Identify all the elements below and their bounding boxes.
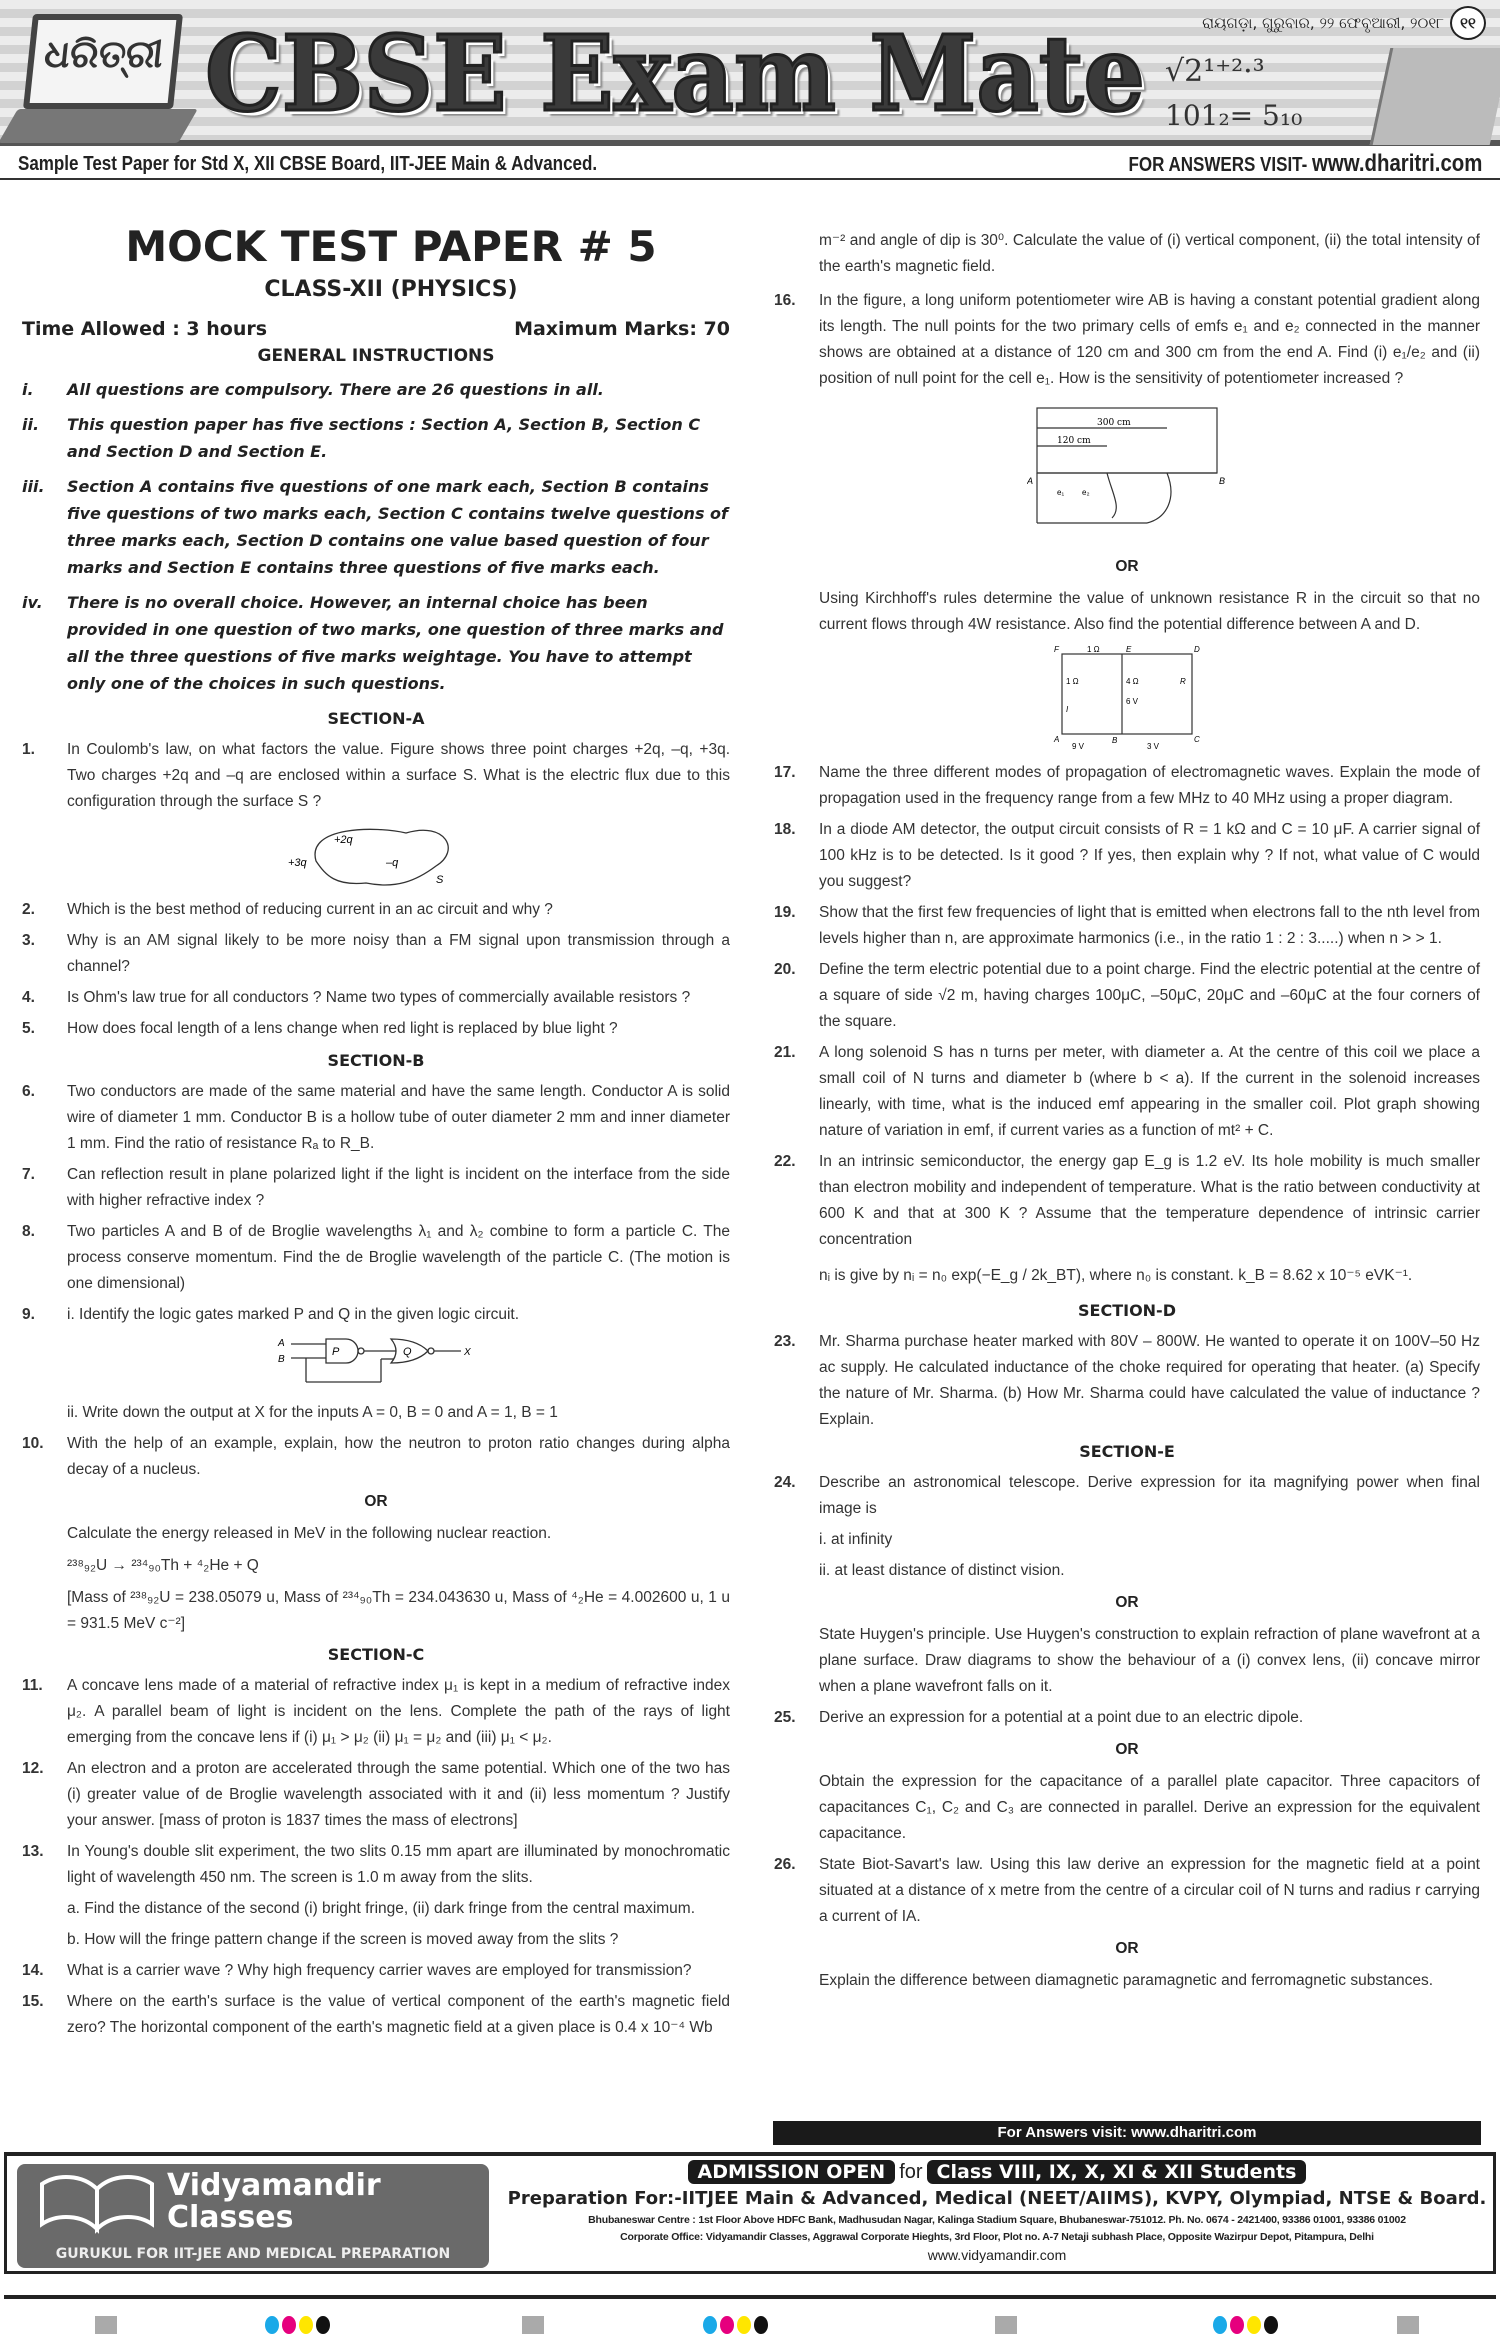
question: 11. A concave lens made of a material of refractive index μ₁ is kept in a medium of refractive index μ₂. A parallel beam of light is incident on the lens. Complete the path of the rays of light emerging from the concave lens if (i) μ₁ > μ₂ (ii) μ₁ = μ₂ and (iii) μ₁ < μ₂. [22, 1677, 730, 1746]
section-c-heading: SECTION-C [327, 1645, 425, 1664]
or-label: OR [1115, 1594, 1139, 1611]
classes-badge: Class VIII, IX, X, XI & XII Students [927, 2160, 1307, 2184]
question: 25. Derive an expression for a potential at a point due to an electric dipole. [774, 1709, 1304, 1726]
resistor-label: 4 Ω [1126, 677, 1139, 686]
section-a-heading: SECTION-A [327, 709, 425, 728]
vidyamandir-website[interactable]: www.vidyamandir.com [927, 2247, 1067, 2263]
math-decoration: √2¹⁺²·³ [1165, 54, 1265, 89]
question: 26. State Biot-Savart's law. Using this law derive an expression for the magnetic field at a point situated at a distance of x metre from the centre of a circular coil of N turns and radius r carrying a current of IA. [774, 1856, 1480, 1925]
voltage-label: 9 V [1072, 742, 1085, 751]
masthead-title: CBSE Exam Mate [205, 12, 1145, 135]
surface-label: S [436, 874, 444, 886]
length-label: 120 cm [1057, 436, 1091, 446]
node-label: B [1112, 736, 1118, 745]
question-part: a. Find the distance of the second (i) bright fringe, (ii) dark fringe from the central maximum. [67, 1900, 696, 1917]
question-part: ii. Write down the output at X for the inputs A = 0, B = 0 and A = 1, B = 1 [67, 1404, 558, 1421]
question-part: i. at infinity [819, 1531, 893, 1548]
admission-open-badge: ADMISSION OPEN [688, 2160, 896, 2184]
left-column [22, 222, 730, 2046]
question: 12. An electron and a proton are accelerated through the same potential. Which one of the two has (i) greater value of de Broglie wavelength associated with it and (ii) less momentum ? Justify your answer. [mass of proton is 1837 times the mass of electrons] [22, 1760, 730, 1829]
or-label: OR [1115, 558, 1139, 575]
question-alt: Using Kirchhoff's rules determine the value of unknown resistance R in the circuit so that no current flows through 4W resistance. Also find the potential difference between A and D. [819, 590, 1480, 633]
question-alt: Calculate the energy released in MeV in the following nuclear reaction. [67, 1525, 552, 1542]
question-continuation: m⁻² and angle of dip is 30⁰. Calculate the value of (i) vertical component, (ii) the total intensity of the earth's magnetic field. [819, 232, 1480, 275]
registration-square [1397, 2316, 1419, 2334]
charges-figure [22, 821, 730, 891]
question: 7. Can reflection result in plane polarized light if the light is incident on the interface from the side with higher refractive index ? [22, 1166, 730, 1209]
resistor-label: 1 Ω [1087, 645, 1100, 654]
bottom-rule [4, 2295, 1496, 2299]
question: 14. What is a carrier wave ? Why high frequency carrier waves are employed for transmission? [22, 1962, 692, 1979]
question-alt: Explain the difference between diamagnetic paramagnetic and ferromagnetic substances. [819, 1972, 1434, 1989]
question: 4. Is Ohm's law true for all conductors ? Name two types of commercially available resistors ? [22, 989, 691, 1006]
time-allowed: Time Allowed : 3 hours [22, 318, 268, 340]
or-label: OR [1115, 1940, 1139, 1957]
tagline-row [0, 150, 1500, 180]
section-b-heading: SECTION-B [327, 1051, 425, 1070]
bhubaneswar-address: Bhubaneswar Centre : 1st Floor Above HDFC Bank, Madhusudan Nagar, Kalinga Stadium Square, Bhubaneswar-751012. Ph. No. 0674 - 2421400, 93386 01001, 93386 01002 [588, 2214, 1406, 2226]
registration-square [995, 2316, 1017, 2334]
vidyamandir-name: Vidyamandir [167, 2168, 381, 2203]
dateline [1202, 6, 1486, 40]
dharitri-logo: ଧରିତ୍ରୀ [42, 32, 166, 76]
math-decoration: 101₂= 5₁₀ [1165, 99, 1303, 132]
section-e-heading: SECTION-E [1079, 1442, 1175, 1461]
node-label: F [1054, 645, 1059, 654]
resistor-label: 1 Ω [1066, 677, 1079, 686]
question: 17. Name the three different modes of propagation of electromagnetic waves. Explain the mode of propagation used in the frequency range from a few MHz to 40 MHz using a proper diagram. [774, 764, 1480, 807]
question: 16. In the figure, a long uniform potentiometer wire AB is having a constant potential gradient along its length. The null points for the two primary cells of emfs e₁ and e₂ connected in the manner shows are obtained at a distance of 120 cm and 300 cm from the end A. Find (i) e₁/e₂ and (ii) position of null point for the cell e₁. How is the sensitivity of potentiometer increased ? [774, 292, 1480, 387]
question: 24. Describe an astronomical telescope. Derive expression for ita magnifying power when final image is [774, 1474, 1480, 1517]
color-registration-marks [1213, 2316, 1278, 2334]
charge-label: +2q [334, 834, 353, 846]
question: 19. Show that the first few frequencies of light that is emitted when electrons fall to the nth level from levels higher than n, are approximate harmonics (i.e., in the ratio 1 : 2 : 3.....) when n > > 1. [774, 904, 1480, 947]
color-registration-marks [703, 2316, 768, 2334]
or-label: OR [1115, 1741, 1139, 1758]
question: 18. In a diode AM detector, the output circuit consists of R = 1 kΩ and C = 10 μF. A carrier signal of 100 kHz is to be detected. Is it good ? If yes, then explain why ? If not, what value of C would you suggest? [774, 821, 1480, 890]
end-b-label: B [1219, 476, 1226, 486]
charge-label: –q [386, 857, 399, 869]
question-alt: Obtain the expression for the capacitance of a parallel plate capacitor. Three capacitors of capacitances C₁, C₂ and C₃ are connected in parallel. Derive an expression for the equivalent capacitance. [819, 1773, 1480, 1842]
tagline: Sample Test Paper for Std X, XII CBSE Board, IIT-JEE Main & Advanced. [18, 152, 598, 175]
question: 15. Where on the earth's surface is the value of vertical component of the earth's magnetic field zero? The horizontal component of the earth's magnetic field at a given place is 0.4 x 10⁻⁴ Wb [22, 1993, 730, 2036]
registration-square [522, 2316, 544, 2334]
max-marks: Maximum Marks: 70 [514, 318, 730, 340]
length-label: 300 cm [1097, 418, 1131, 428]
mass-data: [Mass of ²³⁸₉₂U = 238.05079 u, Mass of ²³⁴₉₀Th = 234.043630 u, Mass of ⁴₂He = 4.002600 u, 1 u = 931.5 MeV c⁻²] [67, 1589, 730, 1632]
voltage-label: 6 V [1126, 697, 1139, 706]
node-label: C [1194, 735, 1200, 744]
question: 22. In an intrinsic semiconductor, the energy gap E_g is 1.2 eV. Its hole mobility is much smaller than electron mobility and independent of temperature. What is the ratio between conductivity at 600 K and that at 300 K ? Assume that the temperature dependence of intrinsic carrier concentration [774, 1153, 1480, 1248]
question: 23. Mr. Sharma purchase heater marked with 80V – 800W. He wanted to operate it on 100V–50 Hz ac supply. He calculated inductance of the choke required for operating that heater. (a) Specify the nature of Mr. Sharma. (b) How Mr. Sharma could have calculated the value of inductance ? Explain. [774, 1333, 1480, 1428]
vidyamandir-ad [4, 2152, 1496, 2274]
question-part: ii. at least distance of distinct vision. [819, 1562, 1065, 1579]
input-b-label: B [278, 1354, 285, 1365]
cell-label: e₂ [1082, 488, 1090, 497]
node-label: E [1126, 645, 1132, 654]
question: 9. i. Identify the logic gates marked P and Q in the given logic circuit. [22, 1306, 520, 1323]
node-label: A [1054, 735, 1060, 744]
registration-square [95, 2316, 117, 2334]
or-label: OR [364, 1493, 388, 1510]
answers-link[interactable]: FOR ANSWERS VISIT- www.dharitri.com [1128, 150, 1482, 177]
question: 6. Two conductors are made of the same material and have the same length. Conductor A is solid wire of diameter 1 mm. Conductor B is a hollow tube of outer diameter 2 mm and inner diameter 1 mm. Find the ratio of resistance Rₐ to R_B. [22, 1083, 730, 1152]
gate-q-label: Q [403, 1346, 412, 1358]
question: 3. Why is an AM signal likely to be more noisy than a FM signal upon transmission through a channel? [22, 932, 730, 975]
classes-name: Classes [167, 2200, 294, 2235]
paper-title: MOCK TEST PAPER # 5 [125, 222, 657, 271]
nuclear-equation: ²³⁸₉₂U → ²³⁴₉₀Th + ⁴₂He + Q [67, 1557, 259, 1574]
question: 5. How does focal length of a lens change when red light is replaced by blue light ? [22, 1020, 618, 1037]
end-a-label: A [1027, 476, 1034, 486]
question-part: b. How will the fringe pattern change if the screen is moved away from the slits ? [67, 1931, 619, 1948]
logic-circuit-figure [22, 1334, 730, 1394]
carrier-formula: nᵢ is give by nᵢ = n₀ exp(−E_g / 2k_BT), where n₀ is constant. k_B = 8.62 x 10⁻⁵ eVK⁻¹. [819, 1267, 1413, 1284]
instruction: i. All questions are compulsory. There are 26 questions in all. [22, 380, 604, 399]
general-instructions-heading: GENERAL INSTRUCTIONS [257, 346, 495, 366]
gurukul-tagline: GURUKUL FOR IIT-JEE AND MEDICAL PREPARATION [55, 2246, 451, 2262]
page-number: ୧୧ [1450, 6, 1486, 40]
question-alt: State Huygen's principle. Use Huygen's construction to explain refraction of plane wavefront at a plane surface. Draw diagrams to show the behaviour of a (i) convex lens, (ii) concave mirror when a plane wavefront falls on it. [819, 1626, 1480, 1695]
input-a-label: A [278, 1338, 285, 1349]
question: 13. In Young's double slit experiment, the two slits 0.15 mm apart are illuminated by monochromatic light of wavelength 450 nm. The screen is 1.0 m away from the slits. [22, 1843, 730, 1886]
kirchhoff-circuit-figure [774, 644, 1480, 754]
corporate-address: Corporate Office: Vidyamandir Classes, Aggrawal Corporate Hieghts, 3rd Floor, Plot no. A-7 Netaji subhash Place, Opposite Wazirpur Depot, Pitampura, Delhi [620, 2231, 1374, 2243]
question: 21. A long solenoid S has n turns per meter, with diameter a. At the centre of this coil we place a small coil of N turns and diameter b (where b < a). If the current in the solenoid increases linearly, with time, what is the induced emf appearing in the smaller coil. Plot graph showing nature of variation in emf, if current varies as a function of mt² + C. [774, 1044, 1480, 1139]
for-label: for [899, 2161, 923, 2183]
vidyamandir-logo [17, 2164, 489, 2268]
masthead-banner [0, 0, 1500, 146]
paper-class: CLASS-XII (PHYSICS) [264, 277, 518, 302]
potentiometer-figure [774, 398, 1480, 548]
admission-info [497, 2160, 1497, 2265]
color-registration-marks [265, 2316, 330, 2334]
node-label: D [1194, 645, 1200, 654]
voltage-label: 3 V [1147, 742, 1160, 751]
instruction: ii. This question paper has five sections : Section A, Section B, Section C and Section D and Section E. [22, 415, 701, 461]
question: 8. Two particles A and B of de Broglie wavelengths λ₁ and λ₂ combine to form a particle C. The process conserve momentum. Find the de Broglie wavelength of the particle C. (The motion is one dimensional) [22, 1223, 730, 1292]
instruction: iii. Section A contains five questions of one mark each, Section B contains five questions of two marks each, Section C contains twelve questions of three marks each, Section D contains one value based question of four marks and Section E contains three questions of five marks each. [22, 477, 728, 577]
laptop-logo [8, 14, 198, 144]
cell-label: e₁ [1057, 488, 1065, 497]
gate-p-label: P [332, 1346, 340, 1358]
question: 2. Which is the best method of reducing current in an ac circuit and why ? [22, 901, 553, 918]
current-label: I [1066, 705, 1069, 714]
question: 20. Define the term electric potential due to a point charge. Find the electric potential at the centre of a square of side √2 m, having charges 100μC, –50μC, 20μC and –60μC at the four corners of the square. [774, 961, 1480, 1030]
instruction: iv. There is no overall choice. However, an internal choice has been provided in one question of two marks, one question of three marks and all the three questions of five marks weightage. You have to attempt only one of the choices in such questions. [22, 593, 724, 693]
charge-label: +3q [288, 857, 307, 869]
right-column [774, 228, 1480, 1994]
output-x-label: X [464, 1347, 471, 1358]
question: 1. In Coulomb's law, on what factors the value. Figure shows three point charges +2q, –q, +3q. Two charges +2q and –q are enclosed within a surface S. What is the electric flux due to this configuration through the surface S ? [22, 741, 730, 810]
resistor-label: R [1180, 677, 1186, 686]
question: 10. With the help of an example, explain, how the neutron to proton ratio changes during alpha decay of a nucleus. [22, 1435, 730, 1478]
section-d-heading: SECTION-D [1078, 1301, 1176, 1320]
book-icon [37, 2174, 157, 2234]
date: ରାୟଗଡ଼ା, ଗୁରୁବାର, ୨୨ ଫେବୃଆରୀ, ୨୦୧୮ [1202, 14, 1444, 32]
preparation-line: Preparation For:-IITJEE Main & Advanced, Medical (NEET/AIIMS), KVPY, Olympiad, NTSE & Board. [507, 2188, 1487, 2209]
calculator-image [1370, 48, 1500, 145]
answers-bar[interactable]: For Answers visit: www.dharitri.com [773, 2121, 1481, 2145]
